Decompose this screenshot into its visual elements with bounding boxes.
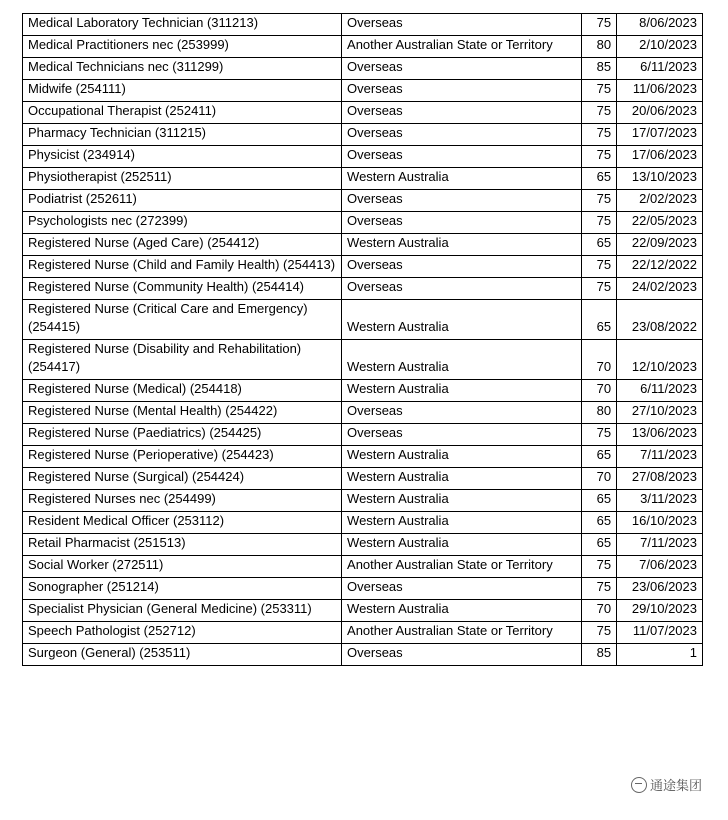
- table-row: [23, 58, 703, 80]
- score-cell: 75: [582, 278, 617, 300]
- location-cell: Overseas: [342, 58, 582, 80]
- wechat-channel-icon: [631, 777, 647, 793]
- score-cell: 75: [582, 622, 617, 644]
- table-row: [23, 446, 703, 468]
- location-cell: Western Australia: [342, 490, 582, 512]
- date-cell: 23/08/2022: [617, 300, 703, 340]
- score-cell: 75: [582, 578, 617, 600]
- score-cell: 75: [582, 102, 617, 124]
- score-cell: 70: [582, 600, 617, 622]
- occupation-cell: Resident Medical Officer (253112): [23, 512, 342, 534]
- location-cell: Overseas: [342, 578, 582, 600]
- watermark-text: 通途集团: [649, 778, 702, 793]
- date-cell: 22/09/2023: [617, 234, 703, 256]
- score-cell: 75: [582, 14, 617, 36]
- occupation-cell: Registered Nurse (Medical) (254418): [23, 380, 342, 402]
- score-cell: 65: [582, 490, 617, 512]
- score-cell: 80: [582, 402, 617, 424]
- occupation-cell: Registered Nurse (Mental Health) (254422): [23, 402, 342, 424]
- location-cell: Another Australian State or Territory: [342, 622, 582, 644]
- date-cell: 6/11/2023: [617, 380, 703, 402]
- date-cell: 27/10/2023: [617, 402, 703, 424]
- score-cell: 75: [582, 124, 617, 146]
- date-cell: 17/06/2023: [617, 146, 703, 168]
- table-row: [23, 600, 703, 622]
- occupation-cell: Surgeon (General) (253511): [23, 644, 342, 666]
- table-row: [23, 14, 703, 36]
- score-cell: 80: [582, 36, 617, 58]
- table-row: [23, 102, 703, 124]
- occupation-cell: Occupational Therapist (252411): [23, 102, 342, 124]
- score-cell: 65: [582, 446, 617, 468]
- occupation-cell: Registered Nurses nec (254499): [23, 490, 342, 512]
- score-cell: 85: [582, 58, 617, 80]
- location-cell: Overseas: [342, 14, 582, 36]
- date-cell: 2/02/2023: [617, 190, 703, 212]
- occupation-cell: Registered Nurse (Perioperative) (254423): [23, 446, 342, 468]
- table-row: [23, 168, 703, 190]
- table-row: [23, 256, 703, 278]
- table-row: [23, 124, 703, 146]
- table-row: [23, 340, 703, 380]
- occupation-cell: Registered Nurse (Critical Care and Emergency) (254415): [23, 300, 342, 340]
- location-cell: Overseas: [342, 644, 582, 666]
- date-cell: 23/06/2023: [617, 578, 703, 600]
- location-cell: Overseas: [342, 190, 582, 212]
- date-cell: 12/10/2023: [617, 340, 703, 380]
- occupation-cell: Medical Laboratory Technician (311213): [23, 14, 342, 36]
- location-cell: Another Australian State or Territory: [342, 556, 582, 578]
- occupation-cell: Registered Nurse (Disability and Rehabilitation) (254417): [23, 340, 342, 380]
- score-cell: 75: [582, 556, 617, 578]
- location-cell: Western Australia: [342, 380, 582, 402]
- occupation-cell: Midwife (254111): [23, 80, 342, 102]
- date-cell: 7/11/2023: [617, 446, 703, 468]
- location-cell: Overseas: [342, 402, 582, 424]
- date-cell: 2/10/2023: [617, 36, 703, 58]
- table-row: [23, 556, 703, 578]
- date-cell: 20/06/2023: [617, 102, 703, 124]
- location-cell: Overseas: [342, 278, 582, 300]
- occupation-cell: Registered Nurse (Aged Care) (254412): [23, 234, 342, 256]
- occupation-cell: Speech Pathologist (252712): [23, 622, 342, 644]
- score-cell: 75: [582, 190, 617, 212]
- location-cell: Western Australia: [342, 600, 582, 622]
- table-row: [23, 622, 703, 644]
- location-cell: Western Australia: [342, 300, 582, 340]
- score-cell: 65: [582, 300, 617, 340]
- date-cell: 27/08/2023: [617, 468, 703, 490]
- occupation-cell: Physicist (234914): [23, 146, 342, 168]
- score-cell: 70: [582, 380, 617, 402]
- score-cell: 75: [582, 424, 617, 446]
- score-cell: 65: [582, 234, 617, 256]
- location-cell: Western Australia: [342, 340, 582, 380]
- location-cell: Overseas: [342, 256, 582, 278]
- location-cell: Overseas: [342, 124, 582, 146]
- location-cell: Overseas: [342, 80, 582, 102]
- location-cell: Western Australia: [342, 234, 582, 256]
- occupation-cell: Medical Technicians nec (311299): [23, 58, 342, 80]
- watermark: [629, 775, 704, 794]
- score-cell: 65: [582, 168, 617, 190]
- date-cell: 17/07/2023: [617, 124, 703, 146]
- date-cell: 1: [617, 644, 703, 666]
- occupation-cell: Physiotherapist (252511): [23, 168, 342, 190]
- occupation-cell: Psychologists nec (272399): [23, 212, 342, 234]
- occupation-cell: Registered Nurse (Paediatrics) (254425): [23, 424, 342, 446]
- date-cell: 11/06/2023: [617, 80, 703, 102]
- location-cell: Western Australia: [342, 168, 582, 190]
- occupation-cell: Registered Nurse (Surgical) (254424): [23, 468, 342, 490]
- score-cell: 85: [582, 644, 617, 666]
- occupation-cell: Retail Pharmacist (251513): [23, 534, 342, 556]
- table-row: [23, 36, 703, 58]
- occupation-cell: Medical Practitioners nec (253999): [23, 36, 342, 58]
- date-cell: 13/10/2023: [617, 168, 703, 190]
- occupation-table-body: [23, 14, 703, 666]
- table-row: [23, 490, 703, 512]
- date-cell: 3/11/2023: [617, 490, 703, 512]
- table-row: [23, 424, 703, 446]
- date-cell: 7/06/2023: [617, 556, 703, 578]
- date-cell: 8/06/2023: [617, 14, 703, 36]
- table-row: [23, 278, 703, 300]
- date-cell: 22/12/2022: [617, 256, 703, 278]
- location-cell: Overseas: [342, 146, 582, 168]
- location-cell: Another Australian State or Territory: [342, 36, 582, 58]
- location-cell: Overseas: [342, 102, 582, 124]
- date-cell: 13/06/2023: [617, 424, 703, 446]
- table-row: [23, 534, 703, 556]
- location-cell: Western Australia: [342, 468, 582, 490]
- table-row: [23, 468, 703, 490]
- occupation-cell: Sonographer (251214): [23, 578, 342, 600]
- table-row: [23, 380, 703, 402]
- score-cell: 75: [582, 146, 617, 168]
- table-row: [23, 190, 703, 212]
- date-cell: 16/10/2023: [617, 512, 703, 534]
- score-cell: 75: [582, 256, 617, 278]
- location-cell: Western Australia: [342, 512, 582, 534]
- date-cell: 29/10/2023: [617, 600, 703, 622]
- date-cell: 11/07/2023: [617, 622, 703, 644]
- occupation-cell: Registered Nurse (Community Health) (254414): [23, 278, 342, 300]
- table-row: [23, 578, 703, 600]
- location-cell: Western Australia: [342, 534, 582, 556]
- score-cell: 70: [582, 468, 617, 490]
- score-cell: 75: [582, 80, 617, 102]
- occupation-cell: Pharmacy Technician (311215): [23, 124, 342, 146]
- table-row: [23, 212, 703, 234]
- table-row: [23, 402, 703, 424]
- occupation-cell: Specialist Physician (General Medicine) (253311): [23, 600, 342, 622]
- date-cell: 24/02/2023: [617, 278, 703, 300]
- date-cell: 22/05/2023: [617, 212, 703, 234]
- occupation-cell: Podiatrist (252611): [23, 190, 342, 212]
- table-row: [23, 234, 703, 256]
- score-cell: 65: [582, 512, 617, 534]
- score-cell: 70: [582, 340, 617, 380]
- occupation-cell: Social Worker (272511): [23, 556, 342, 578]
- table-row: [23, 300, 703, 340]
- location-cell: Overseas: [342, 212, 582, 234]
- occupation-cell: Registered Nurse (Child and Family Health) (254413): [23, 256, 342, 278]
- score-cell: 65: [582, 534, 617, 556]
- occupation-table: [22, 13, 703, 666]
- location-cell: Overseas: [342, 424, 582, 446]
- table-row: [23, 80, 703, 102]
- date-cell: 7/11/2023: [617, 534, 703, 556]
- location-cell: Western Australia: [342, 446, 582, 468]
- table-row: [23, 512, 703, 534]
- score-cell: 75: [582, 212, 617, 234]
- table-row: [23, 644, 703, 666]
- date-cell: 6/11/2023: [617, 58, 703, 80]
- table-row: [23, 146, 703, 168]
